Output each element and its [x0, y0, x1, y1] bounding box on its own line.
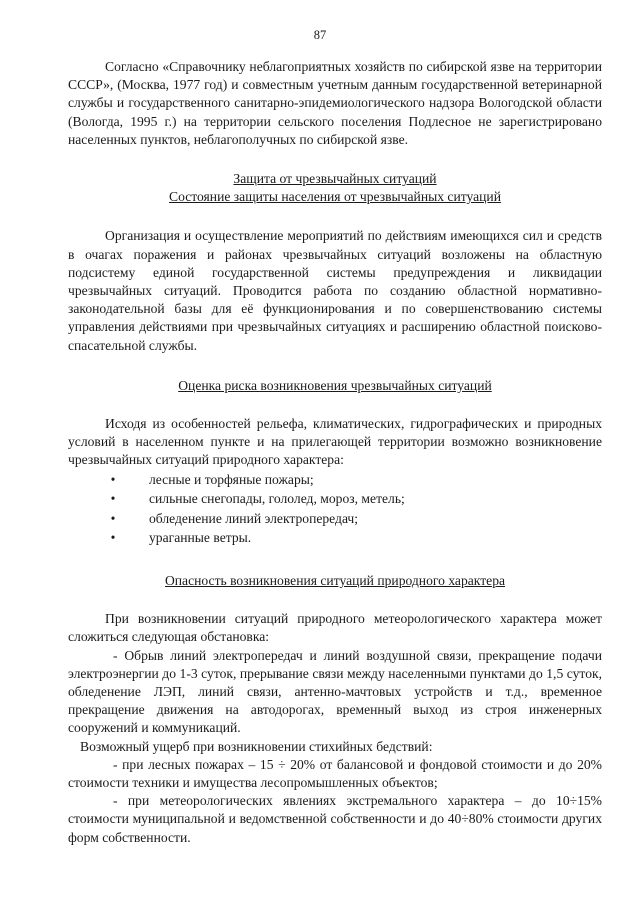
list-item-text: обледенение линий электропередач; [149, 510, 359, 526]
page-content [68, 58, 602, 847]
list-item [68, 509, 602, 529]
list-item [68, 528, 602, 548]
damage-fire: - при лесных пожарах – 15 ÷ 20% от балансовой и фондовой стоимости и до 20% стоимости техники и имущества лесопромышленных объектов; [68, 756, 602, 791]
danger-heading: Опасность возникновения ситуаций природного характера [164, 573, 506, 589]
list-item-text: ураганные ветры. [149, 530, 252, 546]
bullet-icon: • [110, 471, 116, 487]
intro-paragraph: Согласно «Справочнику неблагоприятных хозяйств по сибирской язве на территории СССР», (Москва, 1977 год) и совместным учетным данным государственной ветеринарной службы и государственного санитарно-эпидемиологического надзора Вологодской области (Вологда, 1995 г.) на территории сельского поселения Подлесное не зарегистрировано населенных пунктов, неблагополучных по сибирской язве. [68, 59, 602, 147]
bullet-icon: • [110, 530, 116, 546]
danger-paragraph: При возникновении ситуаций природного метеорологического характера может сложиться следующая обстановка: [68, 611, 602, 645]
page-number: 87 [313, 28, 327, 42]
list-item-text: сильные снегопады, гололед, мороз, метель; [149, 491, 405, 507]
danger-consequence: - Обрыв линий электропередач и линий воздушной связи, прекращение подачи электроэнергии до 1-3 суток, прерывание связи между населенными пунктами до 1,5 суток, обледенение ЛЭП, линий связи, антенно-мачтовых устройств и т.д., временное прекращение движения на автодорогах, временный выход из строя инженерных сооружений и коммуникаций. [68, 647, 602, 736]
damage-intro: Возможный ущерб при возникновении стихийных бедствий: [80, 738, 433, 754]
section-subtitle: Состояние защиты населения от чрезвычайных ситуаций [169, 189, 501, 205]
risk-heading: Оценка риска возникновения чрезвычайных ситуаций [178, 377, 492, 393]
section-title: Защита от чрезвычайных ситуаций [233, 171, 437, 187]
list-item [68, 489, 602, 509]
risk-list [68, 470, 602, 548]
damage-meteo: - при метеорологических явлениях экстремального характера – до 10÷15% стоимости муниципальной и ведомственной собственности и до 40÷80% стоимости других форм собственности. [68, 793, 602, 845]
list-item-text: лесные и торфяные пожары; [149, 471, 314, 487]
list-item [68, 470, 602, 490]
bullet-icon: • [110, 510, 116, 526]
risk-paragraph: Исходя из особенностей рельефа, климатических, гидрографических и природных условий в населенном пункте и на прилегающей территории возможно возникновение чрезвычайных ситуаций природного характера: [68, 416, 602, 468]
bullet-icon: • [110, 491, 116, 507]
protection-paragraph: Организация и осуществление мероприятий по действиям имеющихся сил и средств в очагах поражения и районах чрезвычайных ситуаций возложены на областную подсистему единой государственной системы предупреждения и ликвидации чрезвычайных ситуаций. Проводится работа по созданию областной нормативно-законодательной базы для её функционирования и по совершенствованию системы управления действиями при чрезвычайных ситуациях и расширению областной поисково-спасательной службы. [68, 228, 602, 353]
